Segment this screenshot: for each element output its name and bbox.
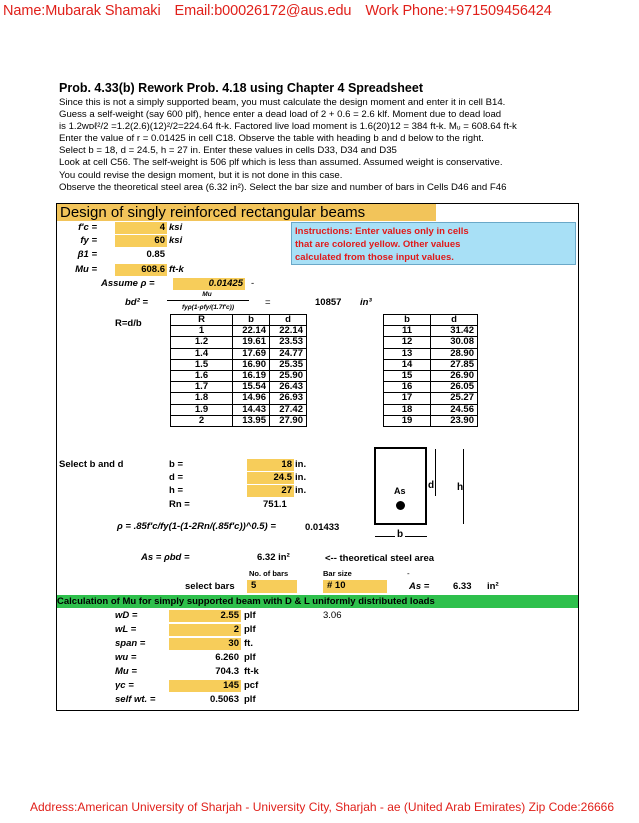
table-cell: 26.43 xyxy=(270,382,307,393)
wl-unit: plf xyxy=(244,624,256,635)
side-value: 3.06 xyxy=(323,610,342,621)
no-bars-label: No. of bars xyxy=(249,569,289,578)
table-cell: 13.95 xyxy=(233,415,270,426)
table-row xyxy=(171,337,307,348)
problem-line: is 1.2wᴅℓ²/2 =1.2(2.6)(12)²/2=224.64 ft-k. Factored live load moment is 1.6(20)12 = 384 ft-k. Mᵤ = 608.64 ft-k xyxy=(59,121,517,133)
d-input[interactable]: 24.5 xyxy=(247,472,294,484)
d-unit: in. xyxy=(295,472,307,483)
table-cell: 17.69 xyxy=(233,348,270,359)
table-cell: 23.53 xyxy=(270,337,307,348)
bd2-unit: in³ xyxy=(360,297,372,308)
bd2-value: 10857 xyxy=(315,297,342,308)
table-row xyxy=(171,393,307,404)
fc-unit: ksi xyxy=(169,222,183,233)
gamma-c-unit: pcf xyxy=(244,680,259,691)
mu-unit: ft-k xyxy=(169,264,184,275)
table-cell: 17 xyxy=(384,393,431,404)
b-label: b = xyxy=(169,459,183,470)
as-diagram-label: As xyxy=(394,486,406,496)
fraction-bar xyxy=(167,300,249,301)
table-row xyxy=(171,382,307,393)
wl-label: wL = xyxy=(115,624,137,635)
table-cell: 14.96 xyxy=(233,393,270,404)
table-header: b xyxy=(233,315,270,326)
span-input[interactable]: 30 xyxy=(169,638,241,650)
bar-size-label: Bar size xyxy=(323,569,352,578)
sheet-title: Design of singly reinforced rectangular beams xyxy=(57,204,436,221)
table-cell: 14 xyxy=(384,359,431,370)
table-cell: 24.56 xyxy=(431,404,478,415)
rho-dash: - xyxy=(251,278,255,289)
table-cell: 1 xyxy=(171,326,233,337)
beam-section-diagram xyxy=(374,447,427,525)
table-header: d xyxy=(270,315,307,326)
table-cell: 27.90 xyxy=(270,415,307,426)
wu-value: 6.260 xyxy=(215,652,239,663)
table-cell: 30.08 xyxy=(431,337,478,348)
wl-input[interactable]: 2 xyxy=(169,624,241,636)
wd-label: wD = xyxy=(115,610,138,621)
self-wt-unit: plf xyxy=(244,694,256,705)
h-input[interactable]: 27 xyxy=(247,485,294,497)
problem-line: Guess a self-weight (say 600 plf), hence enter a dead load of 2 + 0.6 = 2.6 klf. Moment due to dead load xyxy=(59,109,502,121)
fy-input[interactable]: 60 xyxy=(115,235,167,247)
table-row xyxy=(171,415,307,426)
gamma-c-label: γc = xyxy=(115,680,134,691)
table-header: R xyxy=(171,315,233,326)
table-cell: 1.8 xyxy=(171,393,233,404)
problem-line: Select b = 18, d = 24.5, h = 27 in. Enter these values in cells D33, D34 and D35 xyxy=(59,145,397,157)
mu-calc-unit: ft-k xyxy=(244,666,259,677)
table-cell: 26.90 xyxy=(431,370,478,381)
fc-input[interactable]: 4 xyxy=(115,222,167,234)
rho-calculated: 0.01433 xyxy=(305,522,340,533)
table-cell: 1.4 xyxy=(171,348,233,359)
table-cell: 11 xyxy=(384,326,431,337)
table-row xyxy=(384,370,478,381)
table-row xyxy=(384,337,478,348)
d-dimension-line xyxy=(435,449,436,496)
d-label: d = xyxy=(169,472,183,483)
d-diagram-label: d xyxy=(428,480,435,491)
address-footer: Address:American University of Sharjah - University City, Sharjah - ae (United Arab Emirates) Zip Code:26666 xyxy=(30,800,615,814)
table-cell: 19 xyxy=(384,415,431,426)
table-row xyxy=(384,393,478,404)
rn-label: Rn = xyxy=(169,499,190,510)
mu-input[interactable]: 608.6 xyxy=(115,264,167,276)
beta1-label: β1 = xyxy=(77,249,97,260)
table-row xyxy=(384,382,478,393)
table-cell: 24.77 xyxy=(270,348,307,359)
beta1-value: 0.85 xyxy=(146,249,165,260)
table-row xyxy=(384,415,478,426)
table-cell: 15.54 xyxy=(233,382,270,393)
bar-size-input[interactable]: # 10 xyxy=(323,580,387,593)
table-cell: 1.9 xyxy=(171,404,233,415)
table-row xyxy=(384,326,478,337)
instructions-line: Instructions: Enter values only in cells xyxy=(295,226,469,237)
bd2-label: bd² = xyxy=(125,297,148,308)
gamma-c-input[interactable]: 145 xyxy=(169,680,241,692)
calc-section-title: Calculation of Mu for simply supported beam with D & L uniformly distributed loads xyxy=(57,595,578,608)
table-cell: 31.42 xyxy=(431,326,478,337)
as-value: 6.32 in² xyxy=(257,552,290,563)
contact-header xyxy=(3,3,562,19)
as-note: <-- theoretical steel area xyxy=(325,553,435,564)
table-row xyxy=(171,404,307,415)
h-label: h = xyxy=(169,485,183,496)
fy-unit: ksi xyxy=(169,235,183,246)
fc-label: f'c = xyxy=(78,222,97,233)
as-label: As = ρbd = xyxy=(141,552,190,563)
table-cell: 2 xyxy=(171,415,233,426)
span-unit: ft. xyxy=(244,638,253,649)
table-cell: 25.90 xyxy=(270,370,307,381)
table-cell: 18 xyxy=(384,404,431,415)
problem-line: Enter the value of r = 0.01425 in cell C18. Observe the table with heading b and d below to the right. xyxy=(59,133,484,145)
table-header-row xyxy=(171,315,307,326)
as-provided-unit: in² xyxy=(487,581,499,592)
rho-input[interactable]: 0.01425 xyxy=(173,278,245,290)
table-header-row xyxy=(384,315,478,326)
header-phone: Work Phone:+971509456424 xyxy=(365,3,552,19)
bd2-equals: = xyxy=(265,297,271,308)
table-row xyxy=(384,348,478,359)
table-cell: 25.27 xyxy=(431,393,478,404)
instructions-box xyxy=(291,222,576,265)
table-cell: 22.14 xyxy=(270,326,307,337)
table-row xyxy=(171,348,307,359)
table-cell: 23.90 xyxy=(431,415,478,426)
table-cell: 25.35 xyxy=(270,359,307,370)
table-cell: 13 xyxy=(384,348,431,359)
r-b-d-table xyxy=(170,314,307,427)
rdb-label: R=d/b xyxy=(115,318,142,329)
problem-line: You could revise the design moment, but it is not done in this case. xyxy=(59,169,343,181)
table-cell: 1.2 xyxy=(171,337,233,348)
wd-input[interactable]: 2.55 xyxy=(169,610,241,622)
self-wt-value: 0.5063 xyxy=(209,694,239,705)
header-name: Name:Mubarak Shamaki xyxy=(3,3,161,19)
as-provided-label: As = xyxy=(409,581,430,592)
b-diagram-label: b xyxy=(397,529,404,540)
bar-size-dash: - xyxy=(407,569,410,578)
h-dimension-line xyxy=(463,449,464,524)
span-label: span = xyxy=(115,638,146,649)
no-bars-input[interactable]: 5 xyxy=(247,580,297,593)
mu-calc-value: 704.3 xyxy=(215,666,239,677)
rho-formula: ρ = .85f'c/fy(1-(1-2Rn/(.85f'c))^0.5) = xyxy=(117,521,276,532)
assume-rho-label: Assume ρ = xyxy=(101,278,155,289)
table-cell: 27.85 xyxy=(431,359,478,370)
instructions-line: calculated from those input values. xyxy=(295,252,454,263)
bd2-denominator: fyρ(1-ρfy/(1.7f'c)) xyxy=(181,304,235,311)
table-header: b xyxy=(384,315,431,326)
problem-line: Look at cell C56. The self-weight is 506 plf which is less than assumed. Assumed weight is conservative. xyxy=(59,157,503,169)
wu-unit: plf xyxy=(244,652,256,663)
fy-label: fy = xyxy=(80,235,97,246)
table-cell: 27.42 xyxy=(270,404,307,415)
select-bars-label: select bars xyxy=(185,581,235,592)
as-provided-value: 6.33 xyxy=(453,581,472,592)
self-wt-label: self wt. = xyxy=(115,694,156,705)
table-header: d xyxy=(431,315,478,326)
spreadsheet-printout xyxy=(56,203,579,711)
steel-bar-icon xyxy=(396,501,405,510)
table-cell: 19.61 xyxy=(233,337,270,348)
wu-label: wu = xyxy=(115,652,137,663)
table-cell: 1.6 xyxy=(171,370,233,381)
b-input[interactable]: 18 xyxy=(247,459,294,471)
table-cell: 1.7 xyxy=(171,382,233,393)
problem-line: Observe the theoretical steel area (6.32 in²). Select the bar size and number of bars in Cells D46 and F46 xyxy=(59,181,507,193)
problem-title: Prob. 4.33(b) Rework Prob. 4.18 using Chapter 4 Spreadsheet xyxy=(59,81,423,95)
table-cell: 14.43 xyxy=(233,404,270,415)
h-unit: in. xyxy=(295,485,307,496)
table-cell: 16.19 xyxy=(233,370,270,381)
table-cell: 16.90 xyxy=(233,359,270,370)
header-email: Email:b00026172@aus.edu xyxy=(174,3,352,19)
table-cell: 26.05 xyxy=(431,382,478,393)
table-row xyxy=(384,359,478,370)
mu-label: Mu = xyxy=(75,264,97,275)
h-diagram-label: h xyxy=(457,482,464,493)
rn-value: 751.1 xyxy=(263,499,287,510)
table-row xyxy=(171,359,307,370)
instructions-line: that are colored yellow. Other values xyxy=(295,239,461,250)
b-d-table xyxy=(383,314,478,427)
table-row xyxy=(171,370,307,381)
table-cell: 16 xyxy=(384,382,431,393)
wd-unit: plf xyxy=(244,610,256,621)
b-unit: in. xyxy=(295,459,307,470)
table-cell: 22.14 xyxy=(233,326,270,337)
table-cell: 26.93 xyxy=(270,393,307,404)
mu-calc-label: Mu = xyxy=(115,666,137,677)
bd2-numerator: Mu xyxy=(202,291,212,298)
problem-line: Since this is not a simply supported beam, you must calculate the design moment and enter it in cell B14. xyxy=(59,97,506,108)
table-cell: 12 xyxy=(384,337,431,348)
table-cell: 1.5 xyxy=(171,359,233,370)
table-cell: 15 xyxy=(384,370,431,381)
table-row xyxy=(384,404,478,415)
problem-statement xyxy=(59,81,579,194)
table-row xyxy=(171,326,307,337)
select-b-d-label: Select b and d xyxy=(59,459,124,470)
table-cell: 28.90 xyxy=(431,348,478,359)
